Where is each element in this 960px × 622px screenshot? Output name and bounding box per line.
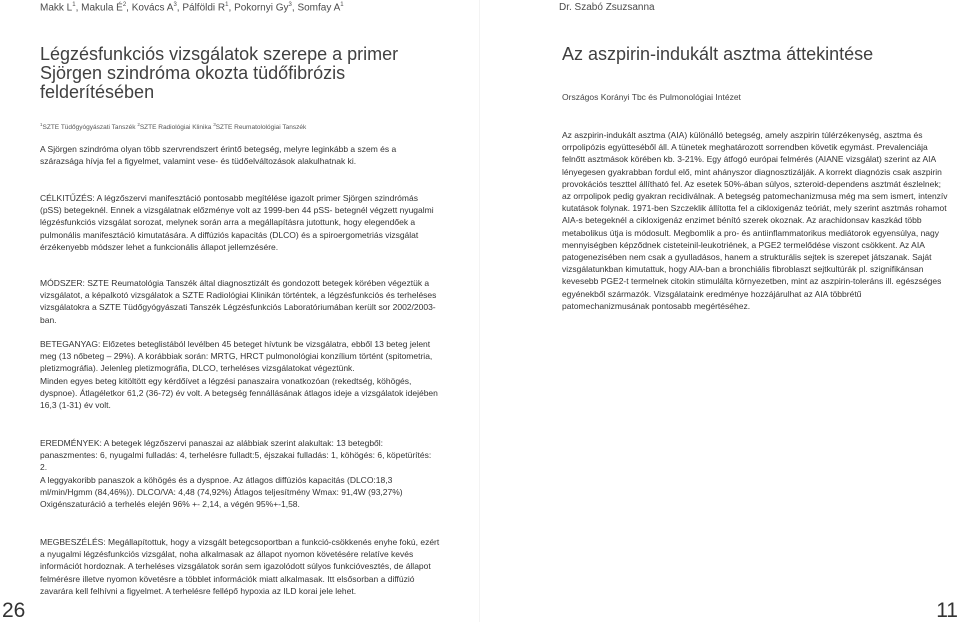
author-mark: 1 [72,2,76,8]
affiliation-mark: 3 [213,122,216,127]
author-name: Kovács A [131,2,174,14]
author-name: Somfay A [297,2,341,14]
results-paragraph: EREDMÉNYEK: A betegek légzőszervi panaszai az alábbiak szerint alakultak: 13 betegből: panaszmentes: 6, nyugalmi fulladás: 4, terhelésre fulladt:5, éjszakai fulladás: 1, köhögés: 6, köpetürítés: 2. A leggyakoribb panaszok a köhögés és a dyspnoe. Az átlagos diffúziós kapacitás (DLCO:18,3 ml/min/Hgmm (84,46%)). DLCO/VA: 4,48 (74,92%) Átlagos teljesítmény Wmax: 91,4W (93,27%) Oxigénszaturáció a terhelés elején 96% +- 2,14, a végén 95%+-1,58. [40,438,432,510]
institution: Országos Korányi Tbc és Pulmonológiai Intézet [562,92,741,102]
author-mark: 1 [340,2,344,8]
author-mark: 3 [288,2,292,8]
page-number: 26 [2,599,26,622]
affiliation-mark: 1 [40,122,43,127]
left-article-title: Légzésfunkciós vizsgálatok szerepe a primer Sjörgen szindróma okozta tüdőfibrózis felderítésében [40,44,399,102]
patients-paragraph: BETEGANYAG: Előzetes beteglistából levélben 45 beteget hívtunk be vizsgálatra, ebből 13 beteg jelent meg (13 nőbeteg – 29%). A korábbiak során: MRTG, HRCT pulmonológiai konzílium történt (spitometria, pletizmográfia). Jelenleg pletizmográfia, DLCO, terheléses vizsgálatokat végeztünk. Minden egyes beteg kitöltött egy kérdőívet a légzési panaszaira vonatkozóan (rekedtség, köhögés, dyspnoe). Átlagéletkor 61,2 (36-72) év volt. A betegség fennállásának átlagos ideje a vizsgálatok idejében 16,3 (1-31) év volt. [40,339,438,411]
author-name: Pokornyi Gy [234,2,289,14]
author-name: Makula É [81,2,123,14]
right-page [480,0,960,622]
affiliation: SZTE Tüdőgyógyászati Tanszék [42,124,136,132]
author-line: Dr. Szabó Zsuzsanna [559,2,655,13]
affiliations [40,122,460,131]
objective-paragraph: CÉLKITŰZÉS: A légzőszervi manifesztáció pontosabb megítélése igazolt primer Sjörgen szindrómás (pSS) betegeknél. Ennek a vizsgálatnak előzménye volt az 1999-ben 44 pSS- betegnél végzett nyugalmi légzésfunkciós vizsgálat sorozat, melynek során arra a megállapításra jutottunk, hogy elegendőek a pulmonális manifesztáció kimutatására. A diffúziós kapacitás (DLCO) és a spiroergometriás vizsgálat érzékenyebb módszer lehet a funkcionális állapot jellemzésére. [40,193,434,252]
page-number: 11 [936,599,958,622]
right-article-title: Az aszpirin-indukált asztma áttekintése [562,44,874,64]
intro-paragraph: A Sjörgen szindróma olyan több szervrendszert érintő betegség, melyre leginkább a szem és a szárazsága hívja fel a figyelmet, valamint vese- és tüdőelváltozások alakulhatnak ki. [40,144,397,167]
method-paragraph: MÓDSZER: SZTE Reumatológia Tanszék által diagnosztizált és gondozott betegek körében végeztük a vizsgálatot, a képalkotó vizsgálatok a SZTE Radiológiai Klinikán történtek, a légzésfunkciós és terheléses vizsgálatokra a SZTE Tüdőgyógyászati Tanszék Légzésfunkciós Laboratóriumában került sor 2002/2003-ban. [40,278,437,325]
author-name: Pálföldi R [182,2,226,14]
author-mark: 2 [122,2,127,8]
affiliation-mark: 2 [137,122,140,127]
affiliation: SZTE Radiológiai Klinika [139,124,212,132]
author-name: Makk L [40,2,73,14]
author-line: Makk $L^1$, Makula $É^2$, Kovács $A^3$, Pálföldi $R^1$, Pokornyi Gy$^3$, Somfay $A^1$ [40,2,344,14]
author-mark: 3 [173,2,177,8]
author-mark: 1 [225,2,229,8]
discussion-paragraph: MEGBESZÉLÉS: Megállapítottuk, hogy a vizsgált betegcsoportban a funkció-csökkenés enyhe fokú, ezért a nyugalmi légzésfunkciós vizsgálat, noha alkalmasak az állapot nyomon követésére relatíve kevés információt hordoznak. A terheléses vizsgálatok során sem igazolódott súlyos funkcióvesztés, de állapot felmérésre illetve nyomon követésre a többlet információk miatt alkalmasak. Itt elsősorban a diffúzió zavarára kell felhívni a figyelmet. A terhelésre fellépő hypoxia az ILD korai jele lehet. [40,537,440,596]
affiliation: SZTE Reumatolológiai Tanszék [215,124,307,132]
abstract-paragraph: Az aszpirin-indukált asztma (AIA) különálló betegség, amely aszpirin túlérzékenység, asztma és orrpolipózis együtteséből áll. A tünetek meghatározott sorrendben követik egymást. Prevalenciája felnőtt asztmások körében kb. 3-21%. Egy átfogó európai felmérés (AIANE vizsgálat) szerint az AIA lényegesen gyakrabban fordul elő, mint ahányszor diagnosztizálják. A korrekt diagnózis csak aszpirin provokációs teszttel állítható fel. Az esetek 50%-ában súlyos, szteroid-dependens asztmát észlelnek; az orrpolipok pedig gyakran recidiválnak. A betegség patomechanizmusa még ma sem ismert, intenzív kutatások folynak. 1971-ben Szczeklik állította fel a cikloxigenáz teóriát, mely szerint asztmás rohamot AIA-s betegeknél a cikloxigenáz enzimet bénító szerek okoznak. Az arachidonsav kaszkád több metabolikus útja is módosult. Megbomlik a pro- és antiinflammatorikus mediátorok egyensúlya, nagy mennyiségben képződnek cisteteinil-leukotriének, a PGE2 termelődése viszont csökkent. Az AIA patogenezisében nem csak a gyulladásos, hanem a strukturális sejtek is szerepet játszanak. Saját vizsgálatunkban kimutattuk, hogy AIA-ban a bronchiális fibroblaszt sejtkultúrák pl. szignifikánsan kevesebb PGE2-t termelnek citokin stimuláltа környezetben, mint az aszpirin-toleráns ill. egészséges egyénekből származók. Vizsgálataink eredménye hozzájárulhat az AIA többrétű patomechanizmusának pontosabb megértéséhez. [562,130,948,311]
